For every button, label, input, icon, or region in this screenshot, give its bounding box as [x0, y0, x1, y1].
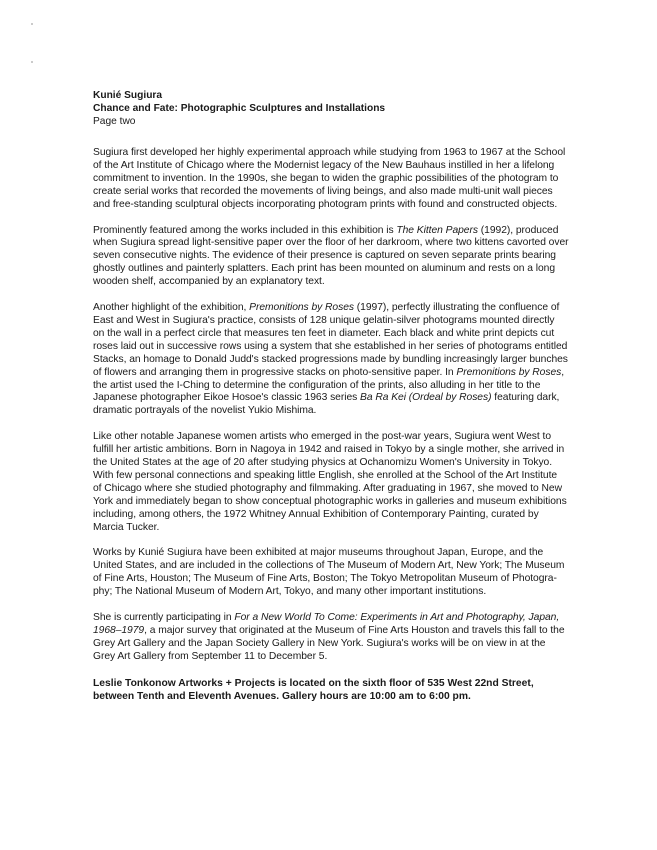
text-run: (1992), produced: [477, 224, 559, 236]
text-line: [93, 509, 555, 522]
italic-title: Premonitions by Roses: [456, 366, 562, 378]
text-line: [93, 250, 555, 263]
document-header: [93, 89, 563, 128]
text-line: [93, 186, 555, 199]
text-run: Works by Kunié Sugiura have been exhibited at major museums throughout Japan, Europe, and the: [93, 547, 544, 559]
text-run: Grey Art Gallery from September 11 to December 5.: [93, 650, 328, 662]
page-label: Page two: [93, 116, 136, 127]
text-line: [93, 625, 565, 638]
text-run: of Fine Arts, Houston; The Museum of Fine Arts, Boston; The Tokyo Metropolitan Museum of Photogra-: [93, 573, 557, 585]
text-line: [93, 340, 568, 354]
text-line: [93, 353, 568, 367]
italic-title: For a New World To Come: Experiments in Art and Photography, Japan,: [234, 612, 560, 624]
text-run: the artist used the I-Ching to determine the configuration of the prints, also alluding in her title to the: [93, 379, 541, 391]
scan-speck: [31, 23, 33, 25]
text-run: East and West in Sugiura's practice, consists of 128 unique gelatin-silver photograms mounted directly: [93, 314, 555, 326]
text-run: phy; The National Museum of Modern Art, Tokyo, and many other important institutions.: [93, 586, 487, 598]
paragraph-list: [93, 147, 569, 664]
text-run: , a major survey that originated at the Museum of Fine Arts Houston and travels this fall to the: [144, 625, 565, 636]
text-run: of Chicago where she studied photography and filmmaking. After graduating in 1967, she moved to New: [93, 482, 562, 494]
exhibition-title: Chance and Fate: Photographic Sculptures and Installations: [93, 103, 386, 114]
text-line: [93, 328, 555, 341]
paragraph: [93, 612, 565, 664]
text-run: create serial works that recorded the movements of living beings, and also made multi-unit wall pieces: [93, 185, 553, 197]
artist-name: Kunié Sugiura: [93, 90, 163, 101]
text-line: [93, 276, 555, 289]
text-line: [93, 457, 555, 470]
text-line: [93, 651, 555, 664]
text-run: on the wall in a perfect circle that measures ten feet in diameter. Each black and white print depicts cut: [93, 327, 555, 339]
text-line: [93, 147, 566, 160]
text-line: [93, 495, 567, 509]
text-run: ,: [561, 366, 565, 378]
text-run: featuring dark,: [491, 392, 560, 404]
text-run: Like other notable Japanese women artists who emerged in the post-war years, Sugiura went West to: [93, 431, 551, 443]
text-run: including, among others, the 1972 Whitney Annual Exhibition of Contemporary Painting, curated by: [93, 508, 539, 520]
text-line: [93, 547, 555, 560]
text-run: Marcia Tucker.: [93, 521, 160, 533]
text-run: Prominently featured among the works included in this exhibition is: [93, 224, 397, 236]
italic-title: The Kitten Papers: [396, 224, 478, 236]
text-line: [93, 315, 555, 328]
text-run: With few personal connections and speaking little English, she enrolled at the School of the Art Institute: [93, 469, 558, 481]
scan-speck: [31, 61, 33, 63]
text-line: [93, 366, 565, 380]
text-run: wooden shelf, accompanied by an explanatory text.: [93, 276, 325, 288]
paragraph: [93, 224, 569, 290]
text-run: Stacks, an homage to Donald Judd's stacked progressions made by bundling increasingly larger bunches: [93, 353, 568, 365]
paragraph: [93, 147, 566, 212]
text-run: fulfill her artistic ambitions. Born in Nagoya in 1942 and raised in Tokyo by a single mother, she arrived in: [93, 444, 565, 456]
text-run: Grey Art Gallery and the Japan Society Gallery in New York. Sugiura's works will be on view in at the: [93, 637, 546, 649]
document-body: [93, 147, 569, 703]
paragraph: [93, 431, 567, 534]
text-line: [93, 160, 555, 173]
paragraph: [93, 302, 568, 418]
text-line: [93, 392, 560, 405]
italic-title: 1968–1979: [93, 625, 145, 636]
gallery-info: [93, 677, 555, 703]
gallery-info-line: between Tenth and Eleventh Avenues. Gallery hours are 10:00 am to 6:00 pm.: [93, 690, 471, 702]
text-run: roses laid out in successive rows using a system that she established in her series of photograms entitled: [93, 340, 568, 352]
text-line: [93, 172, 559, 186]
text-line: [93, 237, 569, 250]
text-line: [93, 612, 560, 625]
text-line: [93, 638, 555, 651]
text-run: Sugiura first developed her highly experimental approach while studying from 1963 to 1967 at the School: [93, 147, 566, 158]
text-line: [93, 405, 555, 418]
text-line: [93, 560, 565, 573]
text-line: [93, 380, 555, 393]
text-run: ghostly outlines and painterly splatters. Each print has been mounted on aluminum and rests on a long: [93, 263, 556, 275]
text-run: when Sugiura spread light-sensitive paper over the floor of her darkroom, where two kittens cavorted over: [93, 237, 569, 249]
text-run: She is currently participating in: [93, 612, 235, 624]
text-line: [93, 302, 560, 315]
text-run: seven consecutive nights. The evidence of their presence is captured on seven separate prints bearing: [93, 250, 556, 262]
text-line: [93, 431, 555, 444]
text-run: commitment to invention. In the 1990s, she began to widen the graphic possibilities of the photogram to: [93, 172, 559, 184]
gallery-info-line: Leslie Tonkonow Artworks + Projects is located on the sixth floor of 535 West 22nd Street,: [93, 677, 534, 689]
italic-title: Ba Ra Kei (Ordeal by Roses): [360, 392, 492, 404]
text-line: [93, 586, 555, 599]
text-run: Another highlight of the exhibition,: [93, 302, 250, 314]
text-run: and free-standing sculptural objects incorporating photogram prints with found and constructed objects.: [93, 198, 558, 210]
text-line: [93, 198, 558, 212]
italic-title: Premonitions by Roses: [249, 302, 354, 314]
text-run: United States, and are included in the collections of The Museum of Modern Art, New York; The Museum: [93, 560, 565, 572]
text-run: (1997), perfectly illustrating the confluence of: [353, 302, 560, 314]
paragraph: [93, 547, 565, 599]
text-run: of flowers and arranging them in progressive stacks on photo-sensitive paper. In: [93, 366, 457, 378]
text-line: [93, 469, 558, 483]
text-line: [93, 444, 565, 457]
text-line: [93, 573, 555, 586]
text-run: York and immediately began to show conceptual photographic works in galleries and museum exhibitions: [93, 495, 567, 507]
text-run: of the Art Institute of Chicago where the Modernist legacy of the New Bauhaus instilled in her a lifelong: [93, 159, 555, 171]
text-line: [93, 482, 562, 496]
text-line: [93, 263, 555, 276]
text-line: [93, 224, 559, 238]
text-run: dramatic portrayals of the novelist Yukio Mishima.: [93, 405, 317, 417]
text-run: the United States at the age of 20 after studying physics at Ochanomizu Women's University in Tokyo.: [93, 457, 553, 469]
text-run: Japanese photographer Eikoe Hosoe's classic 1963 series: [93, 392, 361, 404]
text-line: [93, 522, 555, 535]
